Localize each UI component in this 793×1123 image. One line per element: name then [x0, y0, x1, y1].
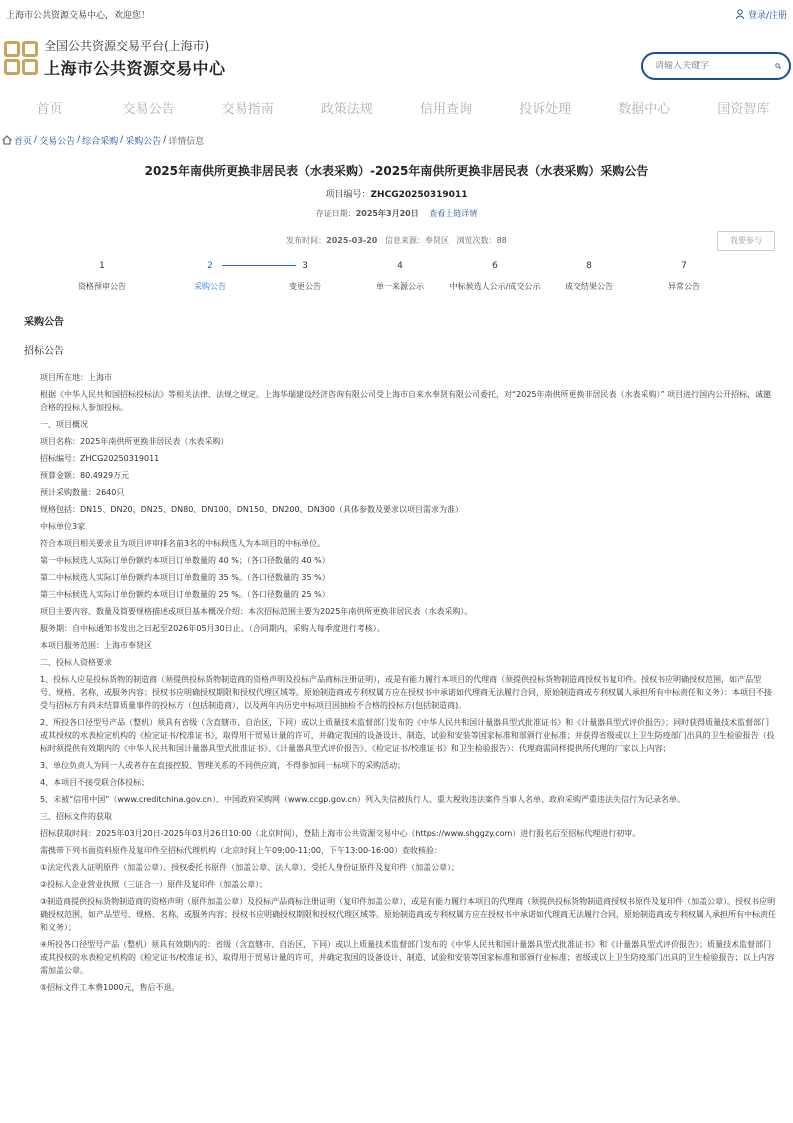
content-line: 中标单位3家 [40, 522, 86, 531]
nav-item-policy[interactable]: 政策法规 [320, 101, 373, 117]
content-line: 本项目服务范围：上海市奉贤区 [40, 641, 152, 650]
main-nav [0, 88, 793, 126]
nav-item-trade-guide[interactable]: 交易指南 [221, 101, 274, 117]
step-result[interactable]: 8 成交结果公告 [565, 261, 613, 291]
breadcrumb-trade-notice[interactable]: 交易公告 [39, 136, 76, 147]
notice-meta: 发布时间：2025-03-20 信息来源：奉贤区 浏览次数：88 我要参与 [0, 231, 793, 251]
project-number: 项目编号：ZHCG20250319011 [325, 190, 468, 200]
content-para: 需携带下列书面资料原件及复印件至招标代理机构（北京时间上午09:00-11:00，下午13:00-16:00）查收核验： [40, 846, 442, 855]
step-prequal[interactable]: 1 资格预审公告 [78, 261, 126, 291]
brand-title: 上海市公共资源交易中心 [44, 59, 226, 78]
content-para: 5、未被“信用中国”（www.creditchina.gov.cn）、中国政府采购网（www.ccgp.gov.cn）列入失信被执行人、重大税收违法案件当事人名单、政府采购严重违法失信行为记录名单。 [40, 795, 686, 804]
content-para: 项目所在地：上海市 [40, 373, 112, 382]
content-line: 规格包括：DN15、DN20、DN25、DN80、DN100、DN150、DN200、DN300（具体参数及要求以项目需求为准） [40, 505, 463, 514]
brand [44, 37, 226, 79]
content-heading: 一、项目概况 [40, 420, 88, 429]
stage-steps [0, 259, 793, 309]
login-label[interactable]: 登录/注册 [747, 10, 787, 21]
content-para: 1、投标人应是投标货物的制造商（须提供投标货物制造商的资格声明及投标产品商标注册证明），或是有能力履行本项目的代理商（须提供投标货物制造商授权书复印件。授权书应明确授权范围，如产品型号、规格、名称，或服务内容；授权书应明确授权期限和授权代理区域等。原始制造商或专利权属方应在授权书中承诺如代理商无法履行合同，原始制造商或专利权属人承担所有中标责任和义务）：本项目不接受与招标方有尚未结算质量事件的投标方（包括制造商），以及两年内历史中标项目因抽检不合格的投标方(包括制造商)。 [40, 675, 772, 710]
view-chain-link[interactable]: 查看上链详情 [429, 209, 478, 218]
content-para: 根据《中华人民共和国招标投标法》等相关法律、法规之规定。上海华瑞建设经济咨询有限公司受上海市自来水奉贤有限公司委托，对“2025年南供所更换非居民表（水表采购）” 项目进行国内公开招标，诚邀合格的投标人参加投标。 [40, 390, 772, 412]
nav-item-home[interactable]: 首页 [36, 101, 63, 117]
section-subtitle: 招标公告 [24, 346, 64, 357]
content-heading: 三、招标文件的获取 [40, 812, 112, 821]
step-procurement[interactable]: 2 采购公告 [194, 261, 226, 291]
step-abnormal[interactable]: 7 异常公告 [668, 261, 700, 291]
nav-item-data[interactable]: 数据中心 [618, 101, 671, 117]
content-para: 3、单位负责人为同一人或者存在直接控股、管理关系的不同供应商，不得参加同一标项下的采购活动； [40, 761, 406, 770]
nav-item-think-tank[interactable]: 国资智库 [717, 101, 770, 117]
breadcrumb: 首页 / 交易公告 / 综合采购 / 采购公告 / 详情信息 [0, 126, 793, 154]
content-line: 第一中标候选人实际订单份额约本项目订单数量的 40 %；（各口径数量的 40 %） [40, 556, 330, 565]
content-line: 服务期：自中标通知书发出之日起至2026年05月30日止。（合同期内，采购人每季度进行考核）。 [40, 624, 385, 633]
evidence-info: 存证日期：2025年3月20日 查看上链详情 [315, 209, 478, 218]
nav-item-trade-notice[interactable]: 交易公告 [122, 101, 175, 117]
step-change[interactable]: 3 变更公告 [289, 261, 321, 291]
notice-title: 2025年南供所更换非居民表（水表采购）-2025年南供所更换非居民表（水表采购）采购公告 [144, 164, 649, 178]
content-line: 项目主要内容、数量及简要规格描述或项目基本概况介绍：本次招标范围主要为2025年南供所更换非居民表（水表采购）。 [40, 607, 473, 616]
step-single-source[interactable]: 4 单一来源公示 [376, 261, 424, 291]
content-line: 预算金额：80.4929万元 [40, 471, 130, 480]
content-line: 招标编号：ZHCG20250319011 [40, 454, 160, 463]
content-para: ⑤招标文件工本费1000元，售后不退。 [40, 983, 180, 992]
content-para: ③制造商提供投标货物制造商的资格声明（原件加盖公章）及投标产品商标注册证明（复印件加盖公章），或是有能力履行本项目的代理商（须提供投标货物制造商授权书原件及复印件（加盖公章）。授权书应明确授权范围，如产品型号、规格、名称，或服务内容；授权书应明确授权期限和授权代理区域等。原始制造商或专利权属方应在授权书中承诺如代理商无法履行合同，原始制造商或专利权属人承担所有中标责任和义务）； [40, 897, 776, 932]
join-button[interactable]: 我要参与 [717, 231, 775, 251]
top-bar [0, 0, 793, 28]
breadcrumb-home[interactable]: 首页 [14, 136, 33, 147]
welcome-text: 上海市公共资源交易中心，欢迎您！ [6, 10, 151, 21]
content-para: ④所投各口径型号产品（整机）须具有效期内的：省级（含直辖市、自治区，下同）或以上质量技术监督部门发布的《中华人民共和国计量器具型式批准证书》和《计量器具型式评价报告》；质量技术监督部门或其授权的水表检定机构的《检定证书/校准证书》，取得用于贸易计量的许可，并确定我国的设备设计、制造、试验和安装等国家标准和部颁行业标准；省级或以上卫生防疫部门出具的卫生检验报告；以上内容需加盖公章。 [40, 940, 775, 975]
content-para: 招标获取时间：2025年03月20日-2025年03月26日10:00（北京时间），登陆上海市公共资源交易中心（https://www.shggzy.com）进行报名后至招标代理进行初审。 [40, 829, 641, 838]
content-para: ①法定代表人证明原件（加盖公章）、授权委托书原件（加盖公章、法人章）、受托人身份证原件及复印件（加盖公章）； [40, 863, 460, 872]
brand-subtitle: 全国公共资源交易平台(上海市) [44, 39, 210, 53]
content-line: 符合本项目相关要求且为项目评审排名前3名的中标候选人为本项目的中标单位。 [40, 539, 326, 548]
breadcrumb-comprehensive[interactable]: 综合采购 [82, 136, 119, 147]
content-para: ②投标人企业营业执照（三证合一）原件及复印件（加盖公章）； [40, 880, 268, 889]
search-box [641, 52, 791, 80]
content-line: 预计采购数量：2640只 [40, 488, 125, 497]
nav-item-credit[interactable]: 信用查询 [420, 101, 473, 117]
search-icon[interactable] [775, 60, 781, 72]
site-header [0, 28, 793, 88]
login-link[interactable] [735, 8, 787, 21]
breadcrumb-procurement[interactable]: 采购公告 [125, 136, 162, 147]
home-icon [2, 135, 12, 145]
step-candidate[interactable]: 6 中标候选人公示/成交公示 [449, 261, 541, 291]
content-line: 项目名称：2025年南供所更换非居民表（水表采购） [40, 437, 229, 446]
content-line: 第三中标候选人实际订单份额约本项目订单数量的 25 %。（各口径数量的 25 %） [40, 590, 330, 599]
content-para: 2、所投各口径型号产品（整机）须具有省级（含直辖市、自治区，下同）或以上质量技术监督部门发布的《中华人民共和国计量器具型式批准证书》和《计量器具型式评价报告》；同时获得质量技术监督部门或其授权的水表检定机构的《检定证书/校准证书》，取得用于贸易计量的许可，并确定我国的设备设计、制造、试验和安装等国家标准和部颁行业标准；并获得省级或以上卫生防疫部门出具的卫生检验报告（投标时须提供有效期内的《中华人民共和国计量器具型式批准证书》、《计量器具型式评价报告》、《检定证书/校准证书》和卫生检验报告）：代理商需同样提供所代理的厂家以上内容； [40, 718, 775, 753]
section-title: 采购公告 [24, 317, 64, 328]
breadcrumb-detail: 详情信息 [168, 136, 205, 147]
search-input[interactable] [655, 61, 775, 71]
content-heading: 二、投标人资格要求 [40, 658, 112, 667]
notice-content [0, 371, 793, 994]
content-line: 第二中标候选人实际订单份额约本项目订单数量的 35 %。（各口径数量的 35 %） [40, 573, 330, 582]
nav-item-complaint[interactable]: 投诉处理 [519, 101, 572, 117]
content-para: 4、本项目不接受联合体投标； [40, 778, 150, 787]
user-icon [735, 9, 745, 19]
site-logo [4, 41, 38, 75]
